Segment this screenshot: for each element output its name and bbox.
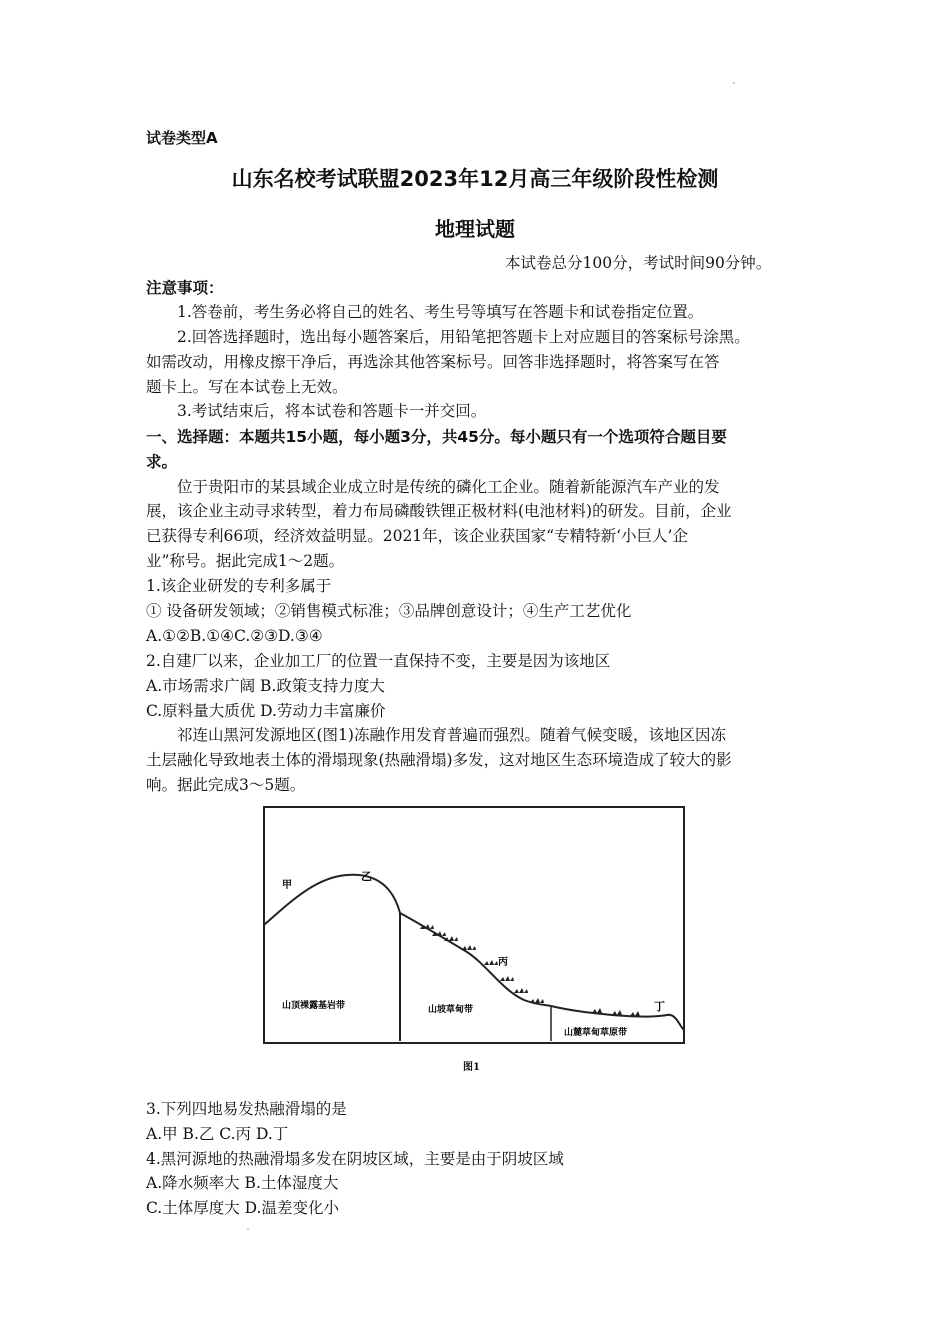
passage-2-line-3: 响。据此完成3～5题。 bbox=[146, 776, 306, 794]
zone-foot-label: 山麓草甸草原带 bbox=[564, 1028, 628, 1038]
question-3-options: A.甲 B.乙 C.丙 D.丁 bbox=[146, 1125, 289, 1143]
notice-item-2-cont: 如需改动，用橡皮擦干净后，再选涂其他答案标号。回答非选择题时，将答案写在答 bbox=[146, 353, 720, 371]
figure-1-diagram bbox=[262, 805, 688, 1045]
zone-summit-label: 山顶裸露基岩带 bbox=[282, 1001, 346, 1011]
passage-1-line-2: 展，该企业主动寻求转型，着力布局磷酸铁锂正极材料(电池材料)的研发。目前，企业 bbox=[146, 502, 732, 520]
question-4-options-2: C.土体厚度大 D.温差变化小 bbox=[146, 1199, 339, 1217]
notice-item-2-cont2: 题卡上。写在本试卷上无效。 bbox=[146, 378, 348, 396]
question-2-options-2: C.原料量大质优 D.劳动力丰富廉价 bbox=[146, 702, 386, 720]
question-4-stem: 4.黑河源地的热融滑塌多发在阴坡区域，主要是由于阴坡区域 bbox=[146, 1150, 564, 1168]
question-2-options-1: A.市场需求广阔 B.政策支持力度大 bbox=[146, 677, 385, 695]
notice-item-1: 1.答卷前，考生务必将自己的姓名、考生号等填写在答题卡和试卷指定位置。 bbox=[177, 303, 704, 321]
passage-1-line-3: 已获得专利66项，经济效益明显。2021年，该企业获国家“专精特新‘小巨人’企 bbox=[146, 527, 688, 545]
question-1-stem: 1.该企业研发的专利多属于 bbox=[146, 577, 332, 595]
question-4-options-1: A.降水频率大 B.土体湿度大 bbox=[146, 1174, 339, 1192]
passage-2-line-1: 祁连山黑河发源地区(图1)冻融作用发育普遍而强烈。随着气候变暖，该地区因冻 bbox=[177, 726, 726, 744]
passage-1-line-1: 位于贵阳市的某县域企业成立时是传统的磷化工企业。随着新能源汽车产业的发 bbox=[177, 478, 720, 496]
label-yi: 乙 bbox=[361, 870, 372, 883]
notice-heading: 注意事项： bbox=[146, 279, 224, 297]
paper-type: 试卷类型A bbox=[146, 129, 218, 147]
question-3-stem: 3.下列四地易发热融滑塌的是 bbox=[146, 1100, 347, 1118]
passage-1-line-4: 业”称号。据此完成1～2题。 bbox=[146, 552, 345, 570]
question-1-items: ① 设备研发领域；②销售模式标准；③品牌创意设计；④生产工艺优化 bbox=[146, 602, 632, 620]
subject-title: 地理试题 bbox=[435, 217, 515, 241]
section-heading: 一、选择题：本题共15小题，每小题3分，共45分。每小题只有一个选项符合题目要 bbox=[146, 428, 727, 446]
question-2-stem: 2.自建厂以来，企业加工厂的位置一直保持不变，主要是因为该地区 bbox=[146, 652, 611, 670]
question-1-options: A.①②B.①④C.②③D.③④ bbox=[146, 627, 323, 645]
label-bing: 丙 bbox=[498, 957, 508, 968]
passage-2-line-2: 土层融化导致地表土体的滑塌现象(热融滑塌)多发，这对地区生态环境造成了较大的影 bbox=[146, 751, 732, 769]
figure-1-caption: 图1 bbox=[463, 1062, 480, 1073]
scan-speck bbox=[247, 1228, 249, 1230]
mountain-profile-svg bbox=[262, 805, 688, 1045]
summit-profile-line bbox=[264, 875, 400, 1041]
exam-info: 本试卷总分100分，考试时间90分钟。 bbox=[505, 254, 772, 272]
notice-item-2: 2.回答选择题时，选出每小题答案后，用铅笔把答题卡上对应题目的答案标号涂黑。 bbox=[177, 328, 750, 346]
scan-speck bbox=[733, 82, 735, 84]
label-jia: 甲 bbox=[282, 880, 292, 891]
zone-slope-label: 山坡草甸带 bbox=[428, 1005, 474, 1015]
notice-item-3: 3.考试结束后，将本试卷和答题卡一并交回。 bbox=[177, 402, 487, 420]
section-heading-cont: 求。 bbox=[146, 453, 178, 471]
label-ding: 丁 bbox=[654, 1000, 665, 1013]
exam-title: 山东名校考试联盟2023年12月高三年级阶段性检测 bbox=[231, 167, 719, 191]
